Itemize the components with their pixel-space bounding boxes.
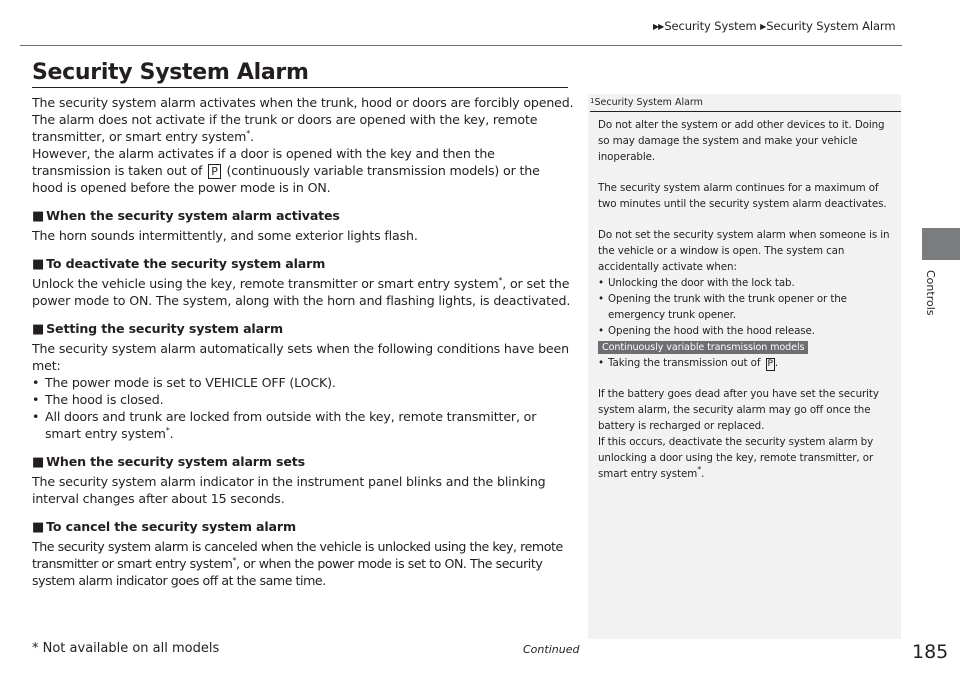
list-item: • Opening the hood with the hood release.: [598, 325, 815, 337]
section-text-deactivate: Unlock the vehicle using the key, remote transmitter or smart entry system*, or set the power mode to ON. The system, along with the horn and flashing lights, is deactivated.: [32, 276, 571, 308]
bullet-icon: •: [598, 277, 604, 289]
section-heading-deactivate: ■ To deactivate the security system alarm: [32, 256, 326, 272]
title-divider: [32, 87, 568, 88]
bullet-icon: •: [598, 293, 604, 305]
list-item: • The hood is closed.: [32, 392, 164, 407]
list-item: • The power mode is set to VEHICLE OFF (LOCK).: [32, 375, 336, 390]
breadcrumb-arrow-icon: ▶: [760, 22, 766, 31]
section-square-icon: ■: [32, 209, 45, 224]
breadcrumb: [653, 19, 895, 33]
page-number: 185: [912, 641, 949, 663]
side-panel-title: $^1$Security System Alarm: [590, 97, 703, 108]
bullet-icon: •: [32, 375, 40, 390]
bullet-icon: •: [598, 357, 604, 369]
bullet-icon: •: [32, 392, 40, 407]
section-text-activates: The horn sounds intermittently, and some exterior lights flash.: [32, 228, 418, 243]
panel-cvt-list: [598, 355, 894, 371]
main-content: [32, 94, 574, 589]
page-title: Security System Alarm: [32, 60, 309, 85]
section-square-icon: ■: [32, 520, 45, 535]
panel-paragraph-1: Do not alter the system or add other devices to it. Doing so may damage the system and make your vehicle inoperable.: [598, 119, 885, 163]
section-text-setting: The security system alarm automatically sets when the following conditions have been met:: [32, 341, 569, 373]
park-key-icon: P: [767, 359, 773, 369]
bullet-icon: •: [598, 325, 604, 337]
breadcrumb-item-security-system[interactable]: Security System: [664, 19, 757, 33]
list-item: • All doors and trunk are locked from outside with the key, remote transmitter, or smart entry system*.: [32, 409, 537, 441]
section-heading-setting: ■ Setting the security system alarm: [32, 321, 283, 337]
section-heading-activates: ■ When the security system alarm activates: [32, 208, 340, 224]
section-heading-sets: ■ When the security system alarm sets: [32, 454, 306, 470]
side-panel-divider: [590, 111, 901, 112]
model-badge: Continuously variable transmission models: [598, 341, 808, 354]
section-heading-cancel: ■ To cancel the security system alarm: [32, 519, 296, 535]
chapter-label: Controls: [924, 270, 937, 316]
section-square-icon: ■: [32, 257, 45, 272]
panel-paragraph-5: If this occurs, deactivate the security system alarm by unlocking a door using the key, remote transmitter, or smart entry system*.: [598, 436, 874, 480]
breadcrumb-item-security-system-alarm[interactable]: Security System Alarm: [766, 19, 896, 33]
list-item: • Opening the trunk with the trunk opener or the emergency trunk opener.: [598, 293, 847, 321]
bullet-icon: •: [32, 409, 40, 424]
intro-paragraph-2: However, the alarm activates if a door is opened with the key and then the transmission is taken out of P (continuously variable transmission models) or the hood is opened before the power mode is in ON.: [32, 146, 540, 195]
section-square-icon: ■: [32, 322, 45, 337]
conditions-list: [32, 374, 574, 442]
header-divider: [20, 45, 902, 46]
section-text-cancel: The security system alarm is canceled when the vehicle is unlocked using the key, remote transmitter or smart entry system*, or when the power mode is set to ON. The security system alarm indicator goes off at the same time.: [32, 539, 563, 588]
side-panel-body: [598, 117, 894, 482]
footnote: * Not available on all models: [32, 641, 220, 656]
park-key-icon: P: [208, 164, 220, 179]
list-item: • Unlocking the door with the lock tab.: [598, 277, 795, 289]
panel-paragraph-3: Do not set the security system alarm when someone is in the vehicle or a window is open. The system can accidentally activate when:: [598, 229, 890, 273]
panel-paragraph-4: If the battery goes dead after you have set the security system alarm, the security alarm may go off once the battery is recharged or replaced.: [598, 388, 879, 432]
section-square-icon: ■: [32, 455, 45, 470]
continued-label: Continued: [523, 643, 580, 656]
list-item: • Taking the transmission out of P .: [598, 357, 779, 369]
intro-paragraph-1: The security system alarm activates when the trunk, hood or doors are forcibly opened. The alarm does not activate if the trunk or doors are opened with the key, remote transmitter, or smart entry system*.: [32, 95, 574, 144]
panel-paragraph-2: The security system alarm continues for a maximum of two minutes until the security system alarm deactivates.: [598, 182, 887, 210]
section-text-sets: The security system alarm indicator in the instrument panel blinks and the blinking interval changes after about 15 seconds.: [32, 474, 546, 506]
breadcrumb-arrow-icon: ▶▶: [653, 22, 664, 31]
panel-list: [598, 275, 894, 339]
chapter-tab[interactable]: [922, 228, 960, 260]
